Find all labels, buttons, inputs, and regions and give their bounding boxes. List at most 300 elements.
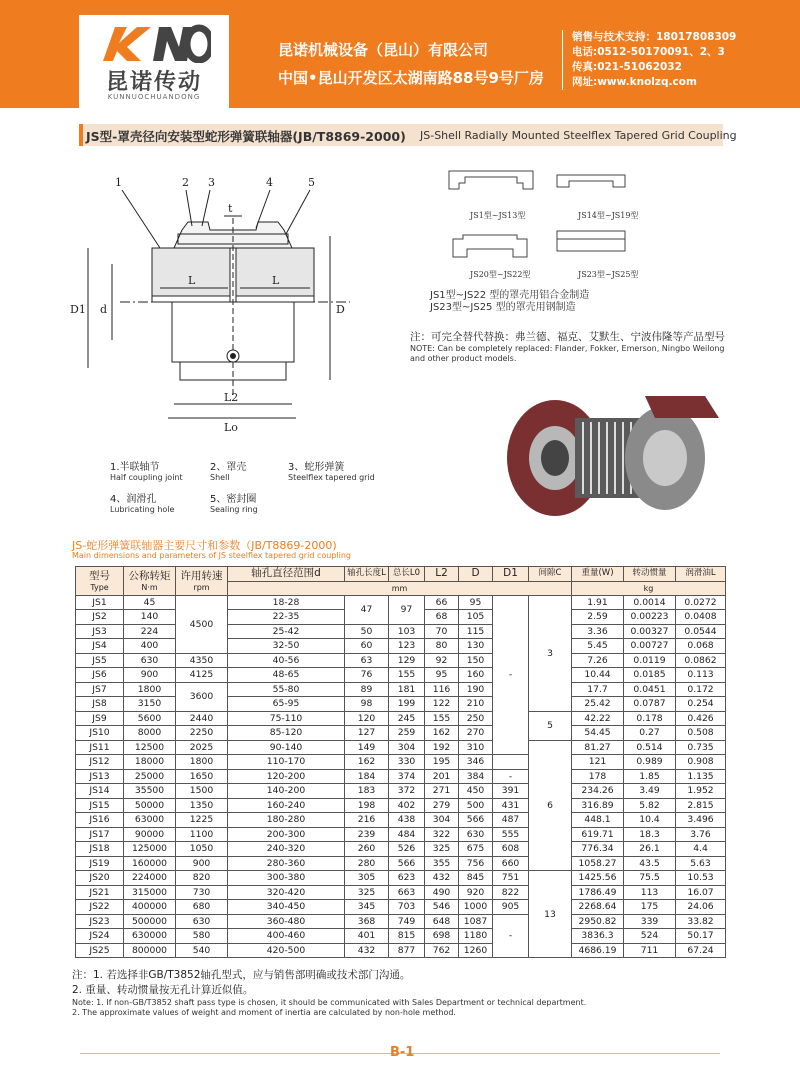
cell-inertia: 75.5 xyxy=(624,871,676,886)
table-row xyxy=(76,624,726,639)
footnotes xyxy=(72,968,752,1018)
cell-d1: - xyxy=(493,769,529,784)
th-unit-mm: mm xyxy=(228,581,572,595)
cell-l2: 322 xyxy=(425,827,459,842)
cell-type: JS5 xyxy=(76,653,124,668)
th-total-length: 总长L0 xyxy=(389,567,425,582)
cell-grease: 0.254 xyxy=(676,697,726,712)
cell-d: 675 xyxy=(459,842,493,857)
cell-d1: 608 xyxy=(493,842,529,857)
cell-grease: 0.068 xyxy=(676,639,726,654)
cell-d: 150 xyxy=(459,653,493,668)
footnote-en-1: Note: 1. If non-GB/T3852 shaft pass type is chosen, it should be communicated with Sales Department or technical department. xyxy=(72,998,587,1007)
cell-weight: 1425.56 xyxy=(572,871,624,886)
cell-l2: 490 xyxy=(425,885,459,900)
cell-hub-length: 76 xyxy=(345,668,389,683)
cell-d1: - xyxy=(493,914,529,958)
cell-l2: 155 xyxy=(425,711,459,726)
cell-hub-length: 63 xyxy=(345,653,389,668)
cell-d1: 660 xyxy=(493,856,529,871)
cell-l2: 279 xyxy=(425,798,459,813)
cell-hub-length: 345 xyxy=(345,900,389,915)
contact-block xyxy=(572,30,736,90)
cell-inertia: 0.0119 xyxy=(624,653,676,668)
cell-d: 920 xyxy=(459,885,493,900)
cell-total-length: 703 xyxy=(389,900,425,915)
cell-grease: 33.82 xyxy=(676,914,726,929)
dim-lo: Lo xyxy=(224,421,238,434)
dim-l2: L2 xyxy=(224,391,239,404)
cell-torque: 400000 xyxy=(124,900,176,915)
table-row xyxy=(76,653,726,668)
cell-type: JS18 xyxy=(76,842,124,857)
cell-inertia: 0.178 xyxy=(624,711,676,726)
cell-grease: 0.735 xyxy=(676,740,726,755)
cell-torque: 3150 xyxy=(124,697,176,712)
cell-hub-length: 260 xyxy=(345,842,389,857)
part-3: 3、蛇形弹簧 Steelflex tapered grid xyxy=(288,462,375,482)
cell-grease: 0.113 xyxy=(676,668,726,683)
cell-d: 450 xyxy=(459,784,493,799)
cell-inertia: 26.1 xyxy=(624,842,676,857)
cell-l2: 95 xyxy=(425,668,459,683)
cell-total-length: 97 xyxy=(389,595,425,624)
shell-label-js14-js19: JS14型~JS19型 xyxy=(578,211,639,220)
cell-d: 310 xyxy=(459,740,493,755)
table-row xyxy=(76,726,726,741)
cell-d: 210 xyxy=(459,697,493,712)
cell-total-length: 815 xyxy=(389,929,425,944)
cell-l2: 122 xyxy=(425,697,459,712)
company-block xyxy=(278,36,544,92)
cell-speed: 630 xyxy=(176,914,228,929)
cell-l2: 92 xyxy=(425,653,459,668)
table-row xyxy=(76,755,726,770)
shell-sketches xyxy=(445,165,635,285)
cell-l2: 162 xyxy=(425,726,459,741)
cell-torque: 125000 xyxy=(124,842,176,857)
contact-sales: 销售与技术支持：18017808309 xyxy=(572,31,737,43)
th-d1: D1 xyxy=(493,567,529,582)
table-row xyxy=(76,595,726,610)
dim-d-small: d xyxy=(100,303,108,316)
contact-fax: 传真:021-51062032 xyxy=(572,61,682,73)
cell-weight: 25.42 xyxy=(572,697,624,712)
cell-d1: 905 xyxy=(493,900,529,915)
cell-torque: 224000 xyxy=(124,871,176,886)
cell-type: JS19 xyxy=(76,856,124,871)
footnote-en-2: 2. The approximate values of weight and moment of inertia are calculated by non-hole method. xyxy=(72,1008,456,1017)
cell-type: JS6 xyxy=(76,668,124,683)
cell-inertia: 339 xyxy=(624,914,676,929)
cell-inertia: 0.0451 xyxy=(624,682,676,697)
cell-total-length: 155 xyxy=(389,668,425,683)
cell-weight: 3836.3 xyxy=(572,929,624,944)
cell-grease: 5.63 xyxy=(676,856,726,871)
cell-torque: 12500 xyxy=(124,740,176,755)
cell-d1 xyxy=(493,755,529,770)
cell-inertia: 711 xyxy=(624,943,676,958)
cell-grease: 4.4 xyxy=(676,842,726,857)
cell-speed: 1350 xyxy=(176,798,228,813)
cell-d: 630 xyxy=(459,827,493,842)
replacement-note xyxy=(410,330,730,364)
spec-table-body xyxy=(76,595,726,958)
cell-bore: 180-280 xyxy=(228,813,345,828)
cell-grease: 0.508 xyxy=(676,726,726,741)
cell-gap: 13 xyxy=(529,871,572,958)
cell-total-length: 129 xyxy=(389,653,425,668)
part-2: 2、罩壳 Shell xyxy=(210,462,247,482)
cell-speed: 1100 xyxy=(176,827,228,842)
cell-bore: 65-95 xyxy=(228,697,345,712)
cell-grease: 1.135 xyxy=(676,769,726,784)
cell-grease: 10.53 xyxy=(676,871,726,886)
cell-grease: 0.0272 xyxy=(676,595,726,610)
cell-inertia: 0.989 xyxy=(624,755,676,770)
cell-l2: 66 xyxy=(425,595,459,610)
cell-type: JS22 xyxy=(76,900,124,915)
callout-3: 3 xyxy=(208,176,215,189)
cell-total-length: 259 xyxy=(389,726,425,741)
cell-weight: 1.91 xyxy=(572,595,624,610)
cell-l2: 304 xyxy=(425,813,459,828)
dim-l-left: L xyxy=(188,274,196,287)
callout-5: 5 xyxy=(308,176,315,189)
cell-type: JS16 xyxy=(76,813,124,828)
coupling-drawing xyxy=(60,168,380,438)
cell-inertia: 0.0185 xyxy=(624,668,676,683)
cell-d: 270 xyxy=(459,726,493,741)
cell-hub-length: 325 xyxy=(345,885,389,900)
cell-d: 130 xyxy=(459,639,493,654)
cell-weight: 1058.27 xyxy=(572,856,624,871)
cell-d: 845 xyxy=(459,871,493,886)
header-divider xyxy=(562,30,563,90)
material-note-aluminium: JS1型~JS22 型的罩壳用铝合金制造 xyxy=(430,290,590,301)
cell-speed: 540 xyxy=(176,943,228,958)
cell-torque: 500000 xyxy=(124,914,176,929)
cell-grease: 16.07 xyxy=(676,885,726,900)
cell-type: JS3 xyxy=(76,624,124,639)
cell-l2: 325 xyxy=(425,842,459,857)
cell-bore: 420-500 xyxy=(228,943,345,958)
cell-l2: 192 xyxy=(425,740,459,755)
dim-l-right: L xyxy=(272,274,280,287)
cell-total-length: 372 xyxy=(389,784,425,799)
cell-inertia: 43.5 xyxy=(624,856,676,871)
cell-bore: 90-140 xyxy=(228,740,345,755)
cell-total-length: 374 xyxy=(389,769,425,784)
cell-d: 1180 xyxy=(459,929,493,944)
table-row xyxy=(76,856,726,871)
cell-bore: 40-56 xyxy=(228,653,345,668)
cell-weight: 81.27 xyxy=(572,740,624,755)
table-row xyxy=(76,740,726,755)
table-row xyxy=(76,769,726,784)
table-row xyxy=(76,668,726,683)
table-row xyxy=(76,639,726,654)
cell-bore: 120-200 xyxy=(228,769,345,784)
cell-l2: 271 xyxy=(425,784,459,799)
table-row xyxy=(76,784,726,799)
cell-type: JS24 xyxy=(76,929,124,944)
cell-torque: 18000 xyxy=(124,755,176,770)
cell-speed: 2250 xyxy=(176,726,228,741)
cell-bore: 320-420 xyxy=(228,885,345,900)
cell-total-length: 663 xyxy=(389,885,425,900)
cell-gap: 3 xyxy=(529,595,572,711)
cell-d: 1087 xyxy=(459,914,493,929)
cell-weight: 776.34 xyxy=(572,842,624,857)
cell-weight: 10.44 xyxy=(572,668,624,683)
cell-d1: 555 xyxy=(493,827,529,842)
cell-hub-length: 120 xyxy=(345,711,389,726)
cell-l2: 201 xyxy=(425,769,459,784)
cell-hub-length: 149 xyxy=(345,740,389,755)
cell-inertia: 0.27 xyxy=(624,726,676,741)
cell-hub-length: 162 xyxy=(345,755,389,770)
part-4: 4、润滑孔 Lubricating hole xyxy=(110,494,175,514)
cell-d1: 822 xyxy=(493,885,529,900)
cell-total-length: 304 xyxy=(389,740,425,755)
title-en: JS-Shell Radially Mounted Steelflex Tapered Grid Coupling xyxy=(420,129,737,142)
cell-total-length: 438 xyxy=(389,813,425,828)
cell-bore: 75-110 xyxy=(228,711,345,726)
cell-l2: 116 xyxy=(425,682,459,697)
cell-total-length: 566 xyxy=(389,856,425,871)
part-1: 1.半联轴节 Half coupling joint xyxy=(110,462,183,482)
cell-speed: 4500 xyxy=(176,595,228,653)
cell-l2: 195 xyxy=(425,755,459,770)
table-row xyxy=(76,682,726,697)
part-5: 5、密封圈 Sealing ring xyxy=(210,494,258,514)
cell-total-length: 484 xyxy=(389,827,425,842)
cell-weight: 178 xyxy=(572,769,624,784)
cell-bore: 140-200 xyxy=(228,784,345,799)
coupling-photo xyxy=(495,388,725,528)
table-row xyxy=(76,813,726,828)
cell-torque: 224 xyxy=(124,624,176,639)
cell-type: JS13 xyxy=(76,769,124,784)
cell-speed: 1650 xyxy=(176,769,228,784)
cell-hub-length: 98 xyxy=(345,697,389,712)
cell-grease: 0.426 xyxy=(676,711,726,726)
cell-hub-length: 280 xyxy=(345,856,389,871)
cell-d: 566 xyxy=(459,813,493,828)
cell-bore: 32-50 xyxy=(228,639,345,654)
table-subtitle: Main dimensions and parameters of JS steelflex tapered grid coupling xyxy=(72,551,351,560)
cell-hub-length: 401 xyxy=(345,929,389,944)
cell-type: JS25 xyxy=(76,943,124,958)
cell-inertia: 524 xyxy=(624,929,676,944)
cell-type: JS7 xyxy=(76,682,124,697)
cell-weight: 316.89 xyxy=(572,798,624,813)
cell-torque: 160000 xyxy=(124,856,176,871)
cell-bore: 18-28 xyxy=(228,595,345,610)
cell-torque: 140 xyxy=(124,610,176,625)
cell-torque: 400 xyxy=(124,639,176,654)
cell-speed: 3600 xyxy=(176,682,228,711)
th-gap: 间隙C xyxy=(529,567,572,582)
table-row xyxy=(76,929,726,944)
replacement-note-cn: 注：可完全替代替换：弗兰德、福克、艾默生、宁波伟隆等产品型号 xyxy=(410,331,725,343)
cell-d: 1260 xyxy=(459,943,493,958)
cell-d1: 391 xyxy=(493,784,529,799)
cell-l2: 68 xyxy=(425,610,459,625)
cell-l2: 762 xyxy=(425,943,459,958)
cell-grease: 24.06 xyxy=(676,900,726,915)
cell-grease: 3.76 xyxy=(676,827,726,842)
cell-grease: 0.0544 xyxy=(676,624,726,639)
logo xyxy=(79,15,229,110)
cell-speed: 680 xyxy=(176,900,228,915)
cell-inertia: 0.0787 xyxy=(624,697,676,712)
cell-type: JS8 xyxy=(76,697,124,712)
cell-bore: 300-380 xyxy=(228,871,345,886)
cell-hub-length: 127 xyxy=(345,726,389,741)
dim-d-large: D xyxy=(336,303,345,316)
cell-bore: 340-450 xyxy=(228,900,345,915)
cell-weight: 619.71 xyxy=(572,827,624,842)
dim-t: t xyxy=(228,202,233,215)
cell-d: 190 xyxy=(459,682,493,697)
page-number: B-1 xyxy=(390,1045,415,1060)
cell-gap: 6 xyxy=(529,740,572,871)
cell-bore: 25-42 xyxy=(228,624,345,639)
contact-website[interactable]: 网址:www.knolzq.com xyxy=(572,76,697,88)
th-grease: 润滑油L xyxy=(676,567,726,582)
cell-torque: 315000 xyxy=(124,885,176,900)
cell-weight: 121 xyxy=(572,755,624,770)
cell-weight: 1786.49 xyxy=(572,885,624,900)
table-row xyxy=(76,842,726,857)
cell-type: JS10 xyxy=(76,726,124,741)
cell-hub-length: 368 xyxy=(345,914,389,929)
cell-hub-length: 432 xyxy=(345,943,389,958)
table-row xyxy=(76,914,726,929)
cell-d: 756 xyxy=(459,856,493,871)
cell-speed: 820 xyxy=(176,871,228,886)
table-row xyxy=(76,885,726,900)
cell-speed: 2440 xyxy=(176,711,228,726)
logo-mark-icon xyxy=(97,23,211,63)
cell-hub-length: 89 xyxy=(345,682,389,697)
cell-d: 1000 xyxy=(459,900,493,915)
cell-total-length: 749 xyxy=(389,914,425,929)
cell-torque: 45 xyxy=(124,595,176,610)
table-row xyxy=(76,827,726,842)
cell-d: 384 xyxy=(459,769,493,784)
cell-grease: 0.0408 xyxy=(676,610,726,625)
cell-speed: 4125 xyxy=(176,668,228,683)
th-hub-length: 轴孔长度L xyxy=(345,567,389,582)
cell-weight: 448.1 xyxy=(572,813,624,828)
cell-torque: 800000 xyxy=(124,943,176,958)
cell-d: 500 xyxy=(459,798,493,813)
cell-gap: 5 xyxy=(529,711,572,740)
footnote-cn-2: 2. 重量、转动惯量按无孔计算近似值。 xyxy=(72,984,254,996)
cell-speed: 1500 xyxy=(176,784,228,799)
cell-weight: 4686.19 xyxy=(572,943,624,958)
cell-bore: 160-240 xyxy=(228,798,345,813)
cell-total-length: 877 xyxy=(389,943,425,958)
cell-inertia: 0.00327 xyxy=(624,624,676,639)
cell-type: JS4 xyxy=(76,639,124,654)
callout-1: 1 xyxy=(115,176,122,189)
cell-torque: 1800 xyxy=(124,682,176,697)
cell-total-length: 123 xyxy=(389,639,425,654)
cell-speed: 2025 xyxy=(176,740,228,755)
material-note-steel: JS23型~JS25 型的罩壳用钢制造 xyxy=(430,302,576,313)
cell-speed: 1050 xyxy=(176,842,228,857)
cell-grease: 67.24 xyxy=(676,943,726,958)
table-row xyxy=(76,943,726,958)
cell-inertia: 10.4 xyxy=(624,813,676,828)
cell-speed: 900 xyxy=(176,856,228,871)
cell-hub-length: 183 xyxy=(345,784,389,799)
cell-bore: 400-460 xyxy=(228,929,345,944)
cell-bore: 200-300 xyxy=(228,827,345,842)
cell-d: 160 xyxy=(459,668,493,683)
table-row xyxy=(76,711,726,726)
cell-type: JS15 xyxy=(76,798,124,813)
cell-type: JS17 xyxy=(76,827,124,842)
cell-inertia: 175 xyxy=(624,900,676,915)
cell-torque: 90000 xyxy=(124,827,176,842)
cell-inertia: 0.514 xyxy=(624,740,676,755)
cell-grease: 1.952 xyxy=(676,784,726,799)
cell-d: 115 xyxy=(459,624,493,639)
cell-type: JS12 xyxy=(76,755,124,770)
cell-grease: 3.496 xyxy=(676,813,726,828)
cell-d: 105 xyxy=(459,610,493,625)
cell-bore: 48-65 xyxy=(228,668,345,683)
cell-hub-length: 216 xyxy=(345,813,389,828)
cell-speed: 1225 xyxy=(176,813,228,828)
cell-total-length: 526 xyxy=(389,842,425,857)
th-type: 型号 Type xyxy=(76,567,124,596)
cell-inertia: 5.82 xyxy=(624,798,676,813)
dim-d1: D1 xyxy=(70,303,86,316)
cell-d: 250 xyxy=(459,711,493,726)
cell-inertia: 113 xyxy=(624,885,676,900)
cell-inertia: 18.3 xyxy=(624,827,676,842)
cell-inertia: 0.00727 xyxy=(624,639,676,654)
cell-l2: 80 xyxy=(425,639,459,654)
cell-d: 346 xyxy=(459,755,493,770)
cell-total-length: 103 xyxy=(389,624,425,639)
table-row xyxy=(76,871,726,886)
logo-cn-text: 昆诺传动 xyxy=(105,70,202,95)
cell-weight: 2268.64 xyxy=(572,900,624,915)
shell-label-js20-js22: JS20型~JS22型 xyxy=(470,270,531,279)
cell-inertia: 0.0014 xyxy=(624,595,676,610)
cell-type: JS14 xyxy=(76,784,124,799)
th-speed: 许用转速 rpm xyxy=(176,567,228,596)
cell-type: JS21 xyxy=(76,885,124,900)
cell-bore: 360-480 xyxy=(228,914,345,929)
cell-weight: 2950.82 xyxy=(572,914,624,929)
th-bore: 轴孔直径范围d xyxy=(228,567,345,582)
cell-hub-length: 50 xyxy=(345,624,389,639)
cell-l2: 648 xyxy=(425,914,459,929)
cell-l2: 546 xyxy=(425,900,459,915)
cell-inertia: 1.85 xyxy=(624,769,676,784)
cell-total-length: 199 xyxy=(389,697,425,712)
cell-weight: 2.59 xyxy=(572,610,624,625)
cell-inertia: 0.00223 xyxy=(624,610,676,625)
